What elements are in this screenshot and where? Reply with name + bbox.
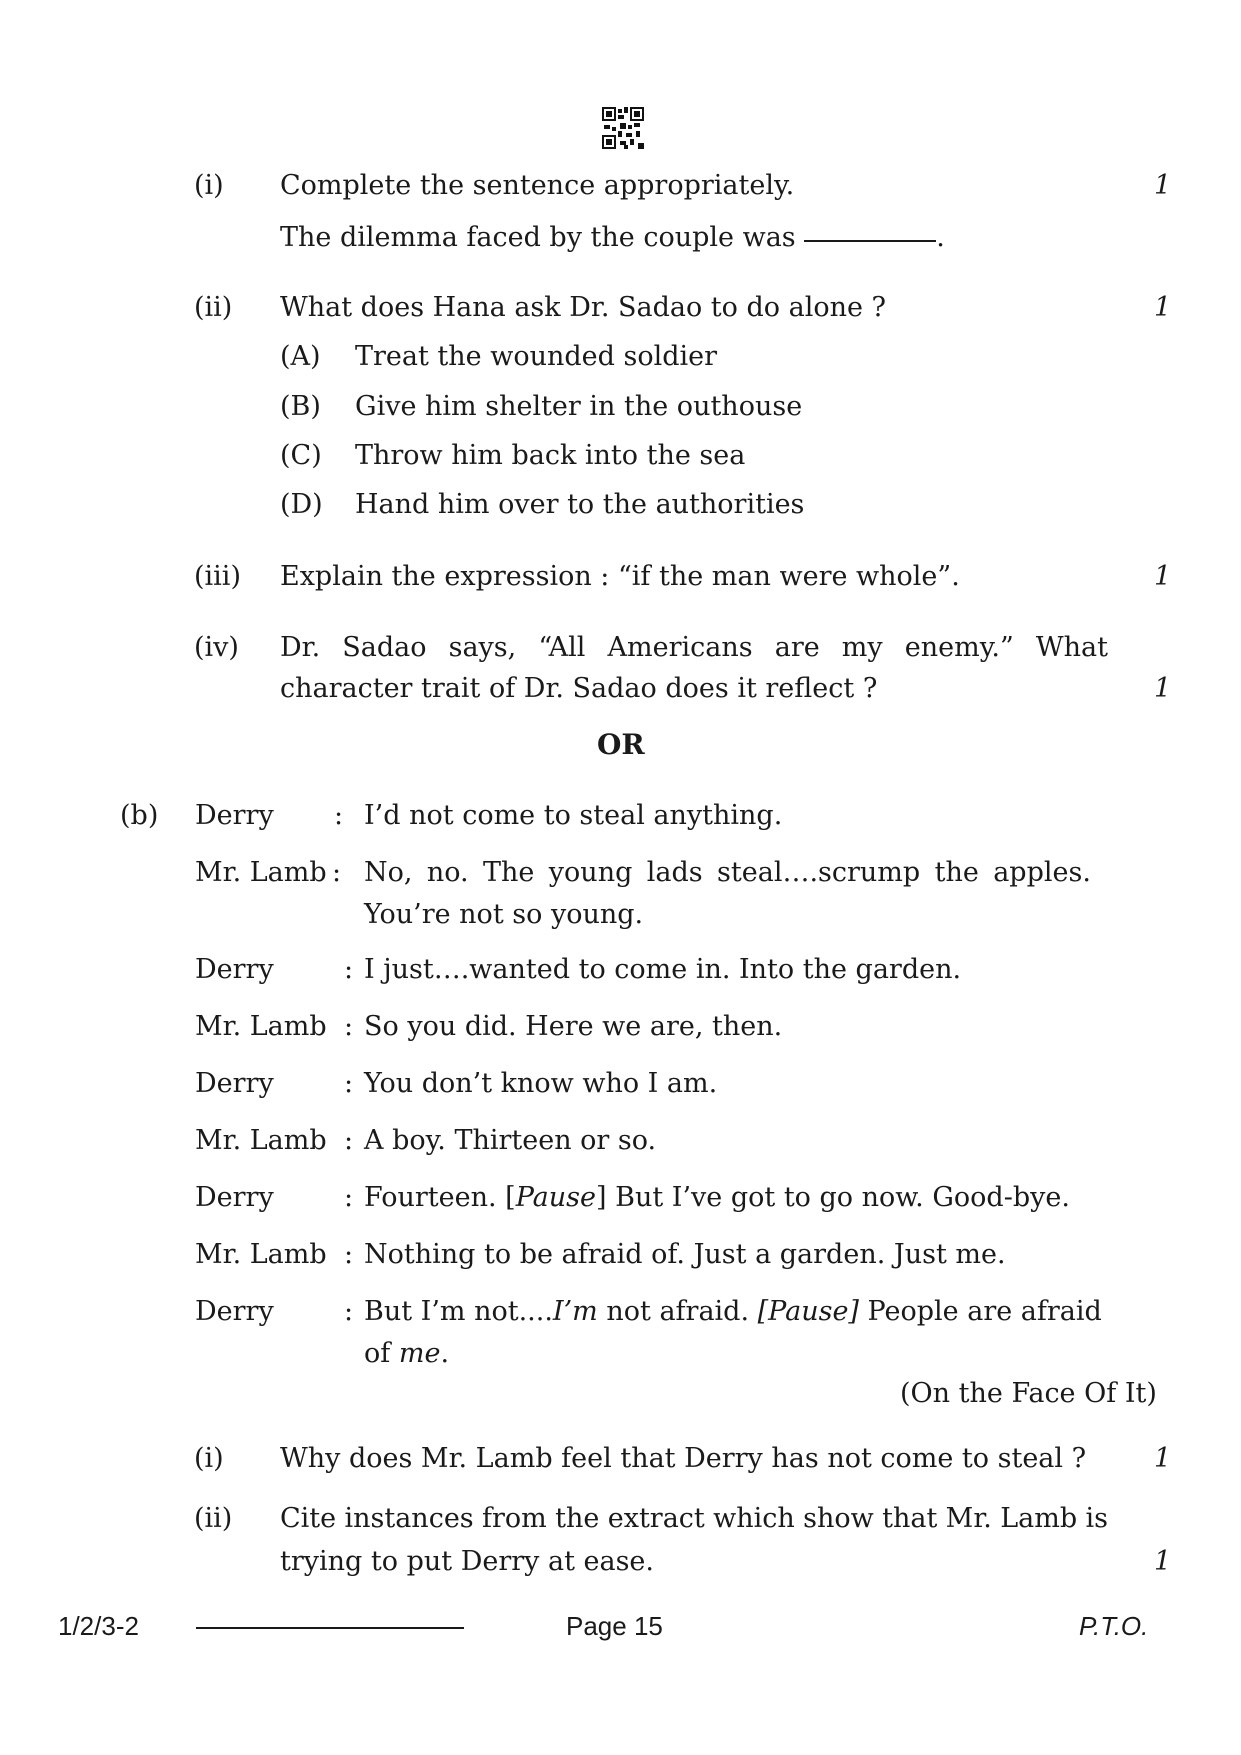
marks-iii: 1 [1154, 561, 1172, 592]
speaker-name: Derry [195, 1068, 274, 1099]
dialogue-line: A boy. Thirteen or so. [364, 1125, 657, 1156]
dialogue-line: So you did. Here we are, then. [364, 1011, 783, 1042]
dialogue-line [364, 1296, 1100, 1328]
emphasis: I’m [552, 1296, 598, 1327]
word: apples. [993, 857, 1091, 888]
word: show [803, 1503, 874, 1534]
word: no. [426, 857, 469, 888]
word: young [548, 857, 633, 888]
blank-sentence-text: The dilemma faced by the couple was [280, 222, 796, 253]
option-text-b: Give him shelter in the outhouse [355, 391, 803, 422]
text-segment: People are afraid [858, 1296, 1102, 1327]
marks-b-i: 1 [1154, 1443, 1172, 1474]
word: No, [364, 857, 413, 888]
speaker-name: Derry [195, 1182, 274, 1213]
fill-in-blank-sentence [280, 222, 945, 254]
dialogue-line: You don’t know who I am. [364, 1068, 718, 1099]
word: Dr. [280, 632, 321, 663]
dialogue-line-continuation: You’re not so young. [364, 899, 644, 930]
stage-direction: Pause [515, 1182, 596, 1213]
question-text-ii: What does Hana ask Dr. Sadao to do alone ? [280, 292, 887, 323]
speaker-colon: : [344, 1182, 354, 1213]
speaker-name: Derry [195, 800, 274, 831]
speaker-name: Mr. Lamb [195, 857, 327, 888]
speaker-name: Derry [195, 954, 274, 985]
question-label-b: (b) [120, 800, 159, 831]
word: that [882, 1503, 938, 1534]
word: extract [607, 1503, 705, 1534]
word: the [934, 857, 979, 888]
question-text-b-ii-line1 [280, 1503, 1108, 1535]
speaker-colon: : [334, 800, 344, 831]
text-segment: But I’m not.... [364, 1296, 553, 1327]
footer-rule [196, 1627, 464, 1629]
speaker-name: Mr. Lamb [195, 1125, 327, 1156]
option-text-a: Treat the wounded soldier [355, 341, 718, 372]
word: which [713, 1503, 795, 1534]
question-text-iv-line1 [280, 632, 1108, 664]
please-turn-over: P.T.O. [1079, 1611, 1149, 1641]
word: Cite [280, 1503, 337, 1534]
text-segment: . [440, 1338, 450, 1369]
dialogue-line-continuation [364, 1338, 449, 1370]
marks-i: 1 [1154, 170, 1172, 201]
marks-iv: 1 [1154, 673, 1172, 704]
question-text-iv-line2: character trait of Dr. Sadao does it reflect ? [280, 673, 878, 704]
word: Mr. [945, 1503, 992, 1534]
word: Americans [607, 632, 753, 663]
word: are [774, 632, 820, 663]
word: is [1085, 1503, 1108, 1534]
option-label-b: (B) [280, 391, 321, 422]
question-number-ii: (ii) [194, 292, 233, 323]
qr-code-icon [602, 107, 644, 149]
speaker-name: Mr. Lamb [195, 1239, 327, 1270]
word: “All [538, 632, 586, 663]
source-citation: (On the Face Of It) [900, 1378, 1157, 1409]
dialogue-line: I’d not come to steal anything. [364, 800, 783, 831]
word: Sadao [342, 632, 427, 663]
speaker-colon: : [344, 1068, 354, 1099]
question-number-b-ii: (ii) [194, 1503, 233, 1534]
speaker-colon: : [344, 1125, 354, 1156]
speaker-colon: : [344, 954, 354, 985]
speaker-name: Mr. Lamb [195, 1011, 327, 1042]
word: says, [448, 632, 517, 663]
page-number: Page 15 [566, 1611, 663, 1641]
word: lads [646, 857, 703, 888]
question-number-iii: (iii) [194, 561, 241, 592]
answer-blank [804, 240, 936, 242]
question-text-b-i: Why does Mr. Lamb feel that Derry has not come to steal ? [280, 1443, 1087, 1474]
question-number-b-i: (i) [194, 1443, 224, 1474]
question-number-iv: (iv) [194, 632, 239, 663]
speaker-colon: : [344, 1296, 354, 1327]
option-label-c: (C) [280, 440, 322, 471]
stage-direction: [Pause] [757, 1296, 859, 1327]
speaker-colon: : [344, 1239, 354, 1270]
question-text-b-ii-line2: trying to put Derry at ease. [280, 1546, 654, 1577]
speaker-colon: : [344, 1011, 354, 1042]
question-text-iii: Explain the expression : “if the man were whole”. [280, 561, 960, 592]
dialogue-line [364, 857, 1091, 889]
option-text-d: Hand him over to the authorities [355, 489, 805, 520]
text-segment: of [364, 1338, 399, 1369]
dialogue-line [364, 1182, 1070, 1214]
speaker-name: Derry [195, 1296, 274, 1327]
option-text-c: Throw him back into the sea [355, 440, 746, 471]
word: What [1035, 632, 1108, 663]
speaker-colon: : [332, 857, 342, 888]
dialogue-line: I just….wanted to come in. Into the garden. [364, 954, 962, 985]
word: steal….scrump [717, 857, 921, 888]
question-number-i: (i) [194, 170, 224, 201]
or-separator: OR [597, 728, 645, 761]
word: The [483, 857, 535, 888]
paper-code: 1/2/3-2 [58, 1611, 139, 1641]
marks-ii: 1 [1154, 292, 1172, 323]
question-text-i: Complete the sentence appropriately. [280, 170, 795, 201]
text-segment: not afraid. [597, 1296, 758, 1327]
word: Lamb [1000, 1503, 1078, 1534]
word: from [482, 1503, 547, 1534]
word: enemy.” [904, 632, 1014, 663]
marks-b-ii: 1 [1154, 1546, 1172, 1577]
word: the [555, 1503, 600, 1534]
blank-sentence-end: . [936, 222, 945, 253]
word: my [841, 632, 883, 663]
dialogue-line: Nothing to be afraid of. Just a garden. Just me. [364, 1239, 1006, 1270]
text-segment: ] But I’ve got to go now. Good-bye. [596, 1182, 1070, 1213]
option-label-d: (D) [280, 489, 323, 520]
text-segment: Fourteen. [ [364, 1182, 516, 1213]
word: instances [344, 1503, 474, 1534]
emphasis: me [398, 1338, 441, 1369]
option-label-a: (A) [280, 341, 321, 372]
